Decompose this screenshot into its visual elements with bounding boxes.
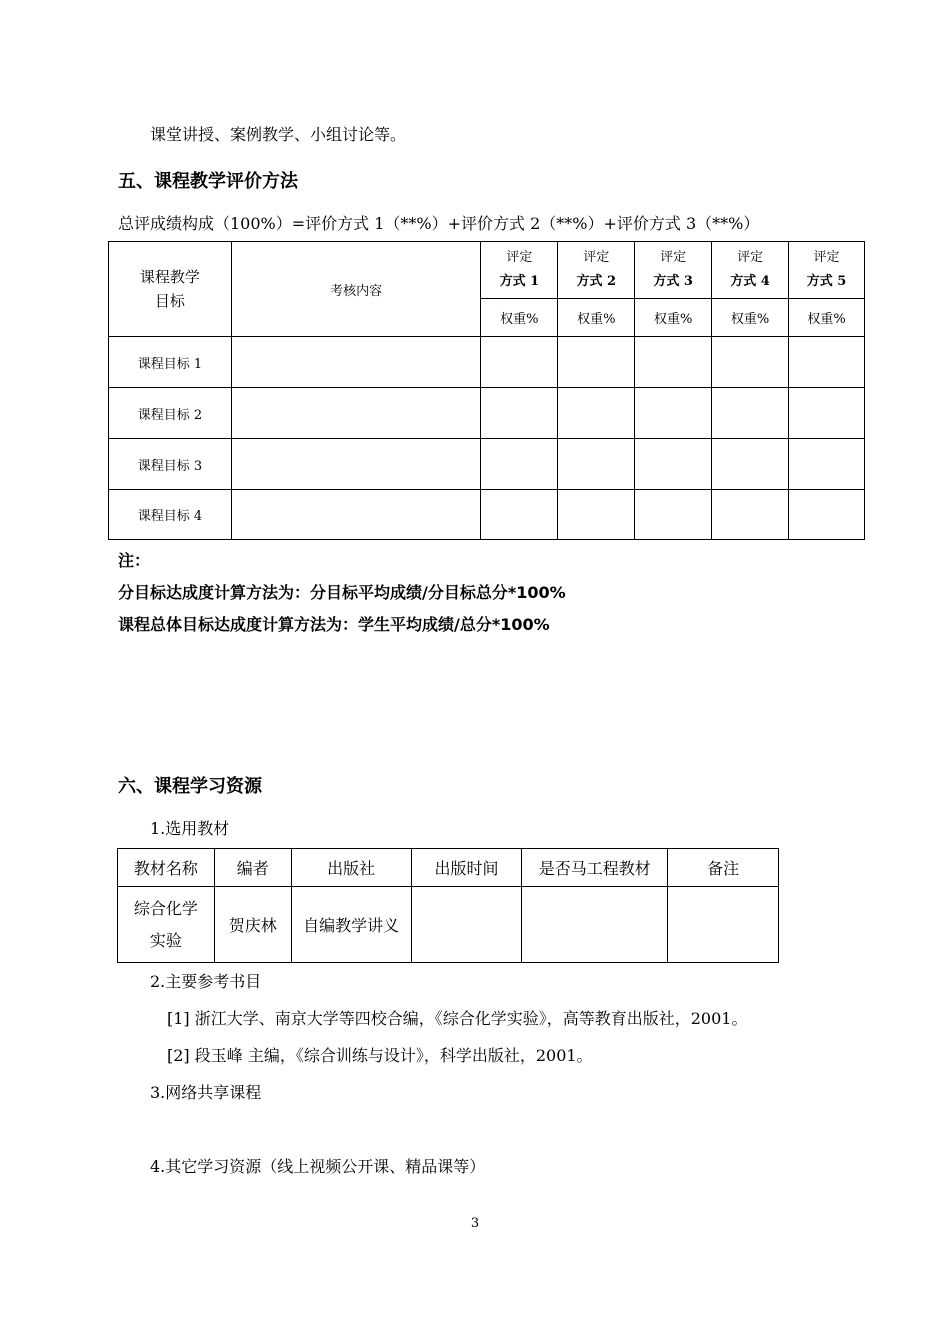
weight-header: 权重%: [481, 299, 558, 337]
content-header: 考核内容: [231, 242, 481, 337]
remark-cell: [668, 887, 779, 963]
book-name-cell: 综合化学 实验: [118, 887, 215, 963]
intro-line: 课堂讲授、案例教学、小组讨论等。: [150, 125, 407, 144]
reference-item: [1] 浙江大学、南京大学等四校合编，《综合化学实验》，高等教育出版社，2001。: [167, 1009, 748, 1028]
table-row: [109, 388, 865, 439]
textbook-table: [117, 848, 779, 963]
note-subgoal-formula: 分目标达成度计算方法为：分目标平均成绩/分目标总分*100%: [118, 583, 566, 602]
textbook-subheading: 1.选用教材: [150, 819, 230, 838]
editor-cell: 贺庆林: [214, 887, 291, 963]
weight-header: 权重%: [635, 299, 712, 337]
method-header: 评定 方式 2: [558, 242, 635, 299]
goal-header: [109, 242, 232, 337]
page-number: 3: [470, 1216, 480, 1231]
col-header: 出版社: [291, 849, 411, 887]
col-header: 编者: [214, 849, 291, 887]
table-row: [118, 887, 779, 963]
section5-title: 五、课程教学评价方法: [118, 171, 298, 192]
method-header: 评定 方式 5: [789, 242, 865, 299]
goal-cell: 课程目标 4: [109, 490, 232, 540]
online-courses-subheading: 3.网络共享课程: [150, 1083, 262, 1102]
goal-cell: 课程目标 3: [109, 439, 232, 490]
table-row: [109, 337, 865, 388]
col-header: 出版时间: [411, 849, 522, 887]
table-row: [109, 490, 865, 540]
note-overall-formula: 课程总体目标达成度计算方法为：学生平均成绩/总分*100%: [118, 615, 550, 634]
date-cell: [411, 887, 522, 963]
goal-header-line2: 目标: [154, 292, 185, 310]
goal-cell: 课程目标 1: [109, 337, 232, 388]
col-header: 备注: [668, 849, 779, 887]
weight-header: 权重%: [712, 299, 789, 337]
grade-formula: 总评成绩构成（100%）=评价方式 1（**%）+评价方式 2（**%）+评价方式 3（**%）: [118, 214, 760, 233]
note-label: 注：: [118, 551, 151, 570]
goal-header-line1: 课程教学: [139, 268, 200, 286]
evaluation-table: [108, 241, 865, 540]
table-row: [109, 439, 865, 490]
method-header: 评定 方式 1: [481, 242, 558, 299]
col-header: 是否马工程教材: [522, 849, 668, 887]
section6-title: 六、课程学习资源: [118, 776, 262, 797]
goal-cell: 课程目标 2: [109, 388, 232, 439]
weight-header: 权重%: [558, 299, 635, 337]
mgc-cell: [522, 887, 668, 963]
references-subheading: 2.主要参考书目: [150, 972, 262, 991]
reference-item: [2] 段玉峰 主编，《综合训练与设计》，科学出版社，2001。: [167, 1046, 593, 1065]
col-header: 教材名称: [118, 849, 215, 887]
publisher-cell: 自编教学讲义: [291, 887, 411, 963]
method-header: 评定 方式 3: [635, 242, 712, 299]
weight-header: 权重%: [789, 299, 865, 337]
method-header: 评定 方式 4: [712, 242, 789, 299]
other-resources-subheading: 4.其它学习资源（线上视频公开课、精品课等）: [150, 1157, 486, 1176]
